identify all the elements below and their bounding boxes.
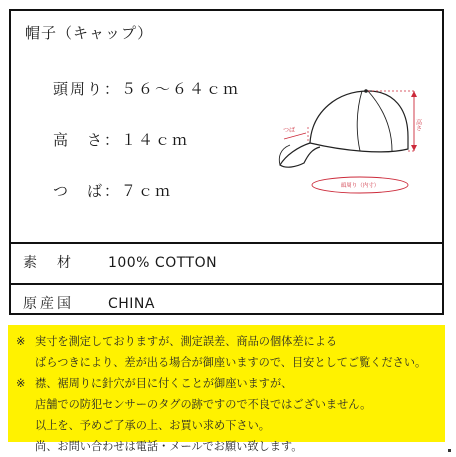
material-value: 100% COTTON	[107, 255, 218, 271]
divider	[11, 242, 442, 244]
divider	[11, 283, 442, 285]
origin-label: 原産国	[23, 296, 74, 312]
notice-box	[8, 325, 445, 453]
corner-dot	[448, 449, 451, 452]
notice-line: ※ 襟、裾周りに針穴が目に付くことが御座いますが、	[16, 373, 437, 394]
origin-value: CHINA	[107, 296, 155, 312]
notice-line: ばらつきにより、差が出る場合が御座いますので、目安としてご覧ください。	[35, 356, 427, 369]
notice-line: 尚、お問い合わせは電話・メールでお願い致します。	[35, 440, 303, 453]
spec-height: 高 さ：１４ｃｍ	[53, 131, 190, 149]
diagram-circumference-label: 頭周り（内寸）	[340, 183, 380, 189]
cap-crown	[310, 91, 408, 152]
notice-mark: ※	[16, 335, 26, 348]
cap-diagram	[264, 77, 434, 207]
diagram-brim-label: つば	[283, 127, 296, 134]
notice-line: 店舗での防犯センサーのタグの跡ですので不良ではございません。	[35, 398, 372, 411]
notice-line: ※ 実寸を測定しておりますが、測定誤差、商品の個体差による	[16, 331, 437, 352]
notice-mark: ※	[16, 377, 26, 390]
origin-row	[23, 293, 155, 313]
spec-box	[9, 9, 444, 315]
material-label: 素 材	[23, 255, 74, 271]
spec-brim: つ ば：７ｃｍ	[53, 182, 173, 200]
spec-head-circumference: 頭周り：５６～６４ｃｍ	[53, 80, 241, 98]
diagram-height-label: 高さ	[414, 119, 422, 131]
notice-line: 以上を、予めご了承の上、お買い求め下さい。	[35, 419, 270, 432]
spec-title: 帽子（キャップ）	[25, 24, 154, 42]
material-row	[23, 252, 217, 272]
